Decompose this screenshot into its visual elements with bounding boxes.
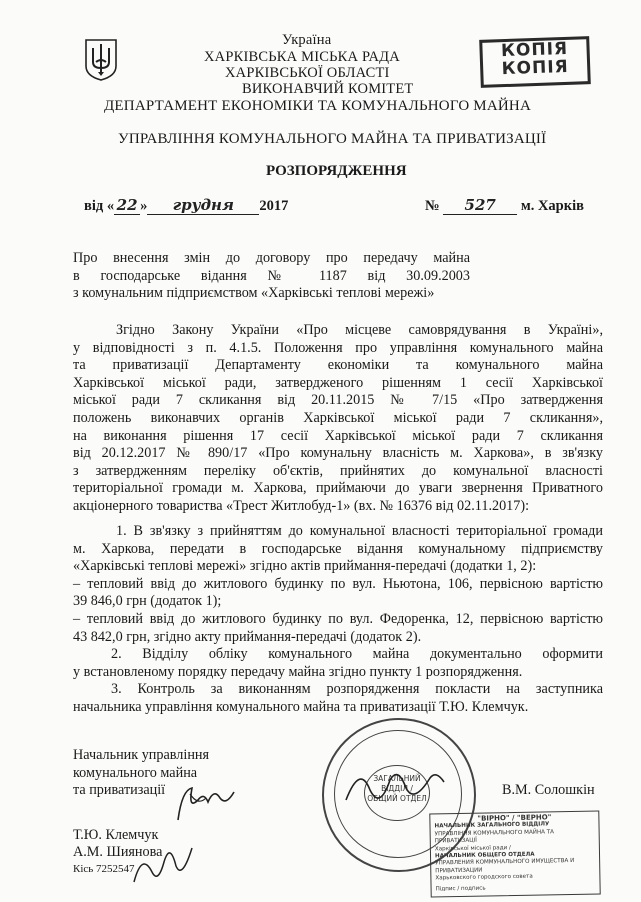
item-line: начальника управління комунального майна та приватизації Т.Ю. Клемчук. <box>73 698 529 715</box>
verno-line: Харківської міської ради / <box>434 844 511 853</box>
preamble-line: від 20.12.2017 № 890/17 «Про комунальну власність м. Харкова», в зв'язку <box>73 445 603 462</box>
dateline <box>84 196 288 215</box>
verno-line: УПРАВЛЕНИЯ КОММУНАЛЬНОГО ИМУЩЕСТВА И ПРИВАТИЗАЦИИ <box>435 858 575 875</box>
signatory-title-line: Начальник управління <box>73 747 210 763</box>
date-year: 2017 <box>259 198 289 214</box>
signatory-name: В.М. Солошкін <box>502 782 595 798</box>
verno-line: Харьковского городского совета <box>435 873 533 882</box>
number-value: 527 <box>443 196 517 215</box>
order-items <box>73 523 603 717</box>
seal-text: ОБЩИЙ ОТДЕЛ <box>367 794 427 803</box>
item-line: – тепловий ввід до житлового будинку по вул. Ньютона, 106, первісною вартістю <box>73 575 603 592</box>
date-quote: » <box>140 198 148 214</box>
preamble-line: Згідно Закону України «Про місцеве самоврядування в Україні», <box>116 322 603 338</box>
header-country: Україна <box>282 32 332 48</box>
preamble <box>73 322 603 516</box>
seal-text: ЗАГАЛЬНИЙ <box>373 774 421 783</box>
number-label: № <box>425 198 440 214</box>
verno-stamp <box>429 811 600 898</box>
header-region: ХАРКІВСЬКОЇ ОБЛАСТІ <box>225 65 390 81</box>
item-line: 1. В зв'язку з прийняттям до комунальної власності територіальної громади <box>116 523 603 539</box>
preamble-line: положень виконавчих органів Харківської міської ради 7 скликання», <box>73 409 603 426</box>
header-committee: ВИКОНАВЧИЙ КОМІТЕТ <box>242 81 414 97</box>
subject-line: в господарське відання № 1187 від 30.09.2003 <box>73 267 470 284</box>
date-month: грудня <box>147 196 259 215</box>
date-from-label: від « <box>84 198 115 214</box>
verno-line: НАЧАЛЬНИК ЗАГАЛЬНОГО ВІДДІЛУ <box>434 821 550 830</box>
document-type-title: РОЗПОРЯДЖЕННЯ <box>266 163 407 179</box>
item-line: у встановленому порядку передачу майна згідно пункту 1 розпорядження. <box>73 663 523 680</box>
copy-stamp <box>479 36 591 88</box>
order-number <box>425 196 584 215</box>
item-line: 2. Відділу обліку комунального майна документально оформити <box>111 646 603 663</box>
header-council: ХАРКІВСЬКА МІСЬКА РАДА <box>204 49 400 65</box>
preamble-line: з затвердженням переліку об'єктів, прийнятих до комунальної власності <box>73 462 603 479</box>
executor-contact: Кісь 7252547 <box>73 863 135 875</box>
handwritten-signature <box>128 832 198 892</box>
item-line: – тепловий ввід до житлового будинку по вул. Федоренка, 12, первісною вартістю <box>73 610 603 627</box>
subject-block <box>73 250 470 303</box>
preamble-line: у відповідності з п. 4.1.5. Положення про управління комунального майна <box>73 339 603 356</box>
approval-name: Т.Ю. Клемчук <box>73 827 159 843</box>
item-line: 43 842,0 грн, згідно акту приймання-передачі (додаток 2). <box>73 628 422 645</box>
seal-text: ВІДДІЛ / <box>381 784 413 793</box>
preamble-line: Харківської міської ради, затвердженого рішенням 1 сесії Харківської <box>73 374 603 391</box>
date-day: 22 <box>114 196 140 215</box>
verno-line: НАЧАЛЬНИК ОБЩЕГО ОТДЕЛА <box>434 851 535 860</box>
coat-of-arms-icon <box>84 38 118 82</box>
header-directorate: УПРАВЛІННЯ КОМУНАЛЬНОГО МАЙНА ТА ПРИВАТИЗАЦІЇ <box>118 131 547 147</box>
copy-stamp-line: КОПІЯ <box>501 56 570 80</box>
city: м. Харків <box>520 198 584 214</box>
verno-sign-label: Підпис / подпись <box>435 885 486 893</box>
item-line: 3. Контроль за виконанням розпорядження покласти на заступника <box>111 681 603 698</box>
verno-title: "ВІРНО" / "ВЕРНО" <box>477 813 552 823</box>
handwritten-signature <box>170 780 240 830</box>
copy-stamp-line: КОПІЯ <box>500 38 569 62</box>
preamble-line: на виконання рішення 17 сесії Харківської міської ради 7 скликання <box>73 427 603 444</box>
handwritten-signature <box>340 760 450 820</box>
subject-line: Про внесення змін до договору про передачу майна <box>73 250 470 266</box>
approval-name: А.М. Шиянова <box>73 844 163 860</box>
subject-line: з комунальним підприємством «Харківські теплові мережі» <box>73 285 435 302</box>
preamble-line: та приватизації Департаменту економіки та комунального майна <box>73 357 603 374</box>
signatory-title-line: комунального майна <box>73 764 198 781</box>
signatory-title-line: та приватизації <box>73 782 166 799</box>
item-line: м. Харкова, передати в господарське відання комунальному підприємству <box>73 540 603 557</box>
preamble-line: акціонерного товариства «Трест Житлобуд-1» (вх. № 16376 від 02.11.2017): <box>73 497 530 514</box>
verno-line: УПРАВЛІННЯ КОМУНАЛЬНОГО МАЙНА ТА ПРИВАТИЗАЦІЇ <box>434 829 555 845</box>
item-line: «Харківські теплові мережі» згідно актів приймання-передачі (додатки 1, 2): <box>73 558 537 575</box>
header-department: ДЕПАРТАМЕНТ ЕКОНОМІКИ ТА КОМУНАЛЬНОГО МАЙНА <box>104 98 531 114</box>
preamble-line: міської ради 7 скликання від 20.11.2015 № 7/15 «Про затвердження <box>73 392 603 409</box>
preamble-line: територіальної громади м. Харкова, приймаючи до уваги звернення Приватного <box>73 480 603 497</box>
item-line: 39 846,0 грн (додаток 1); <box>73 593 222 610</box>
